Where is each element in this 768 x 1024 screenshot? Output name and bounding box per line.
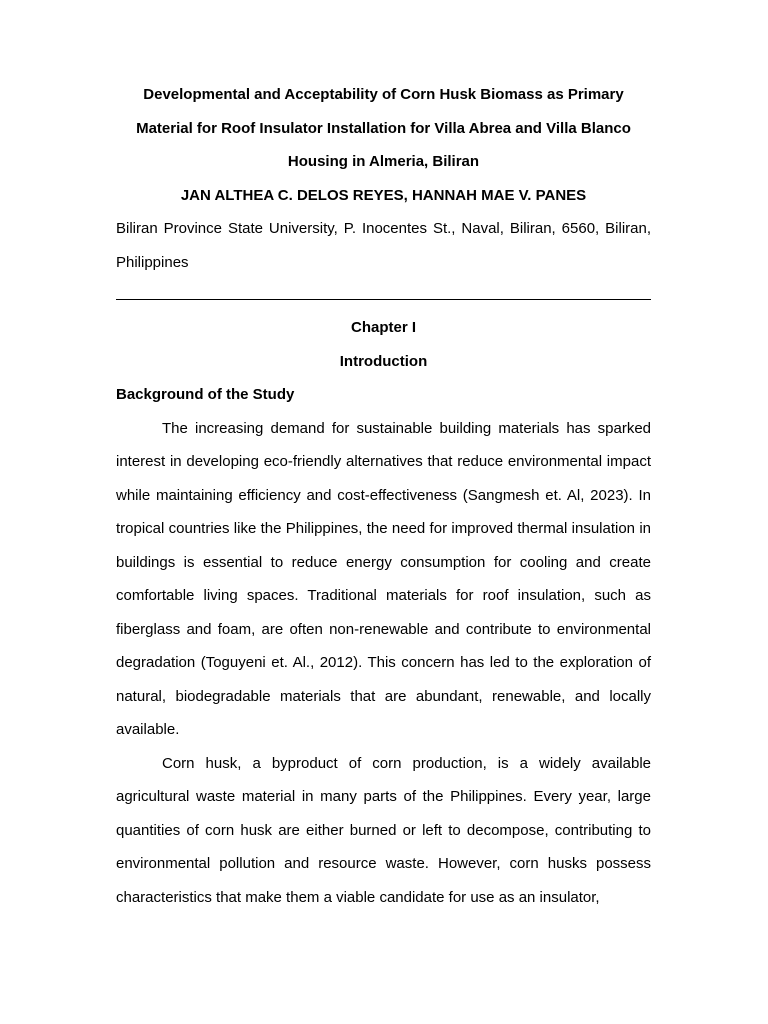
body-paragraph: The increasing demand for sustainable building materials has sparked interest in developing eco-friendly alternatives that reduce environmental impact while maintaining efficiency and cost-effectiveness (Sangmesh et. Al, 2023). In tropical countries like the Philippines, the need for improved thermal insulation in buildings is essential to reduce energy consumption for cooling and create comfortable living spaces. Traditional materials for roof insulation, such as fiberglass and foam, are often non-renewable and contribute to environmental degradation (Toguyeni et. Al., 2012). This concern has led to the exploration of natural, biodegradable materials that are abundant, renewable, and locally available. bbox=[116, 419, 651, 738]
author-affiliation: Biliran Province State University, P. Inocentes St., Naval, Biliran, 6560, Biliran, Philippines bbox=[116, 220, 651, 271]
body-paragraph: Corn husk, a byproduct of corn production, is a widely available agricultural waste material in many parts of the Philippines. Every year, large quantities of corn husk are either burned or left to decompose, contributing to environmental pollution and resource waste. However, corn husks possess characteristics that make them a viable candidate for use as an insulator, bbox=[116, 754, 651, 906]
author-list: JAN ALTHEA C. DELOS REYES, HANNAH MAE V. PANES bbox=[180, 186, 587, 204]
divider-line bbox=[116, 299, 651, 300]
chapter-number: Chapter I bbox=[350, 319, 416, 336]
chapter-title: Introduction bbox=[339, 352, 428, 370]
document-page bbox=[116, 78, 651, 914]
paper-title: Developmental and Acceptability of Corn Husk Biomass as Primary Material for Roof Insulator Installation for Villa Abrea and Villa Blanco Housing in Almeria, Biliran bbox=[136, 86, 631, 170]
section-heading: Background of the Study bbox=[116, 386, 295, 403]
